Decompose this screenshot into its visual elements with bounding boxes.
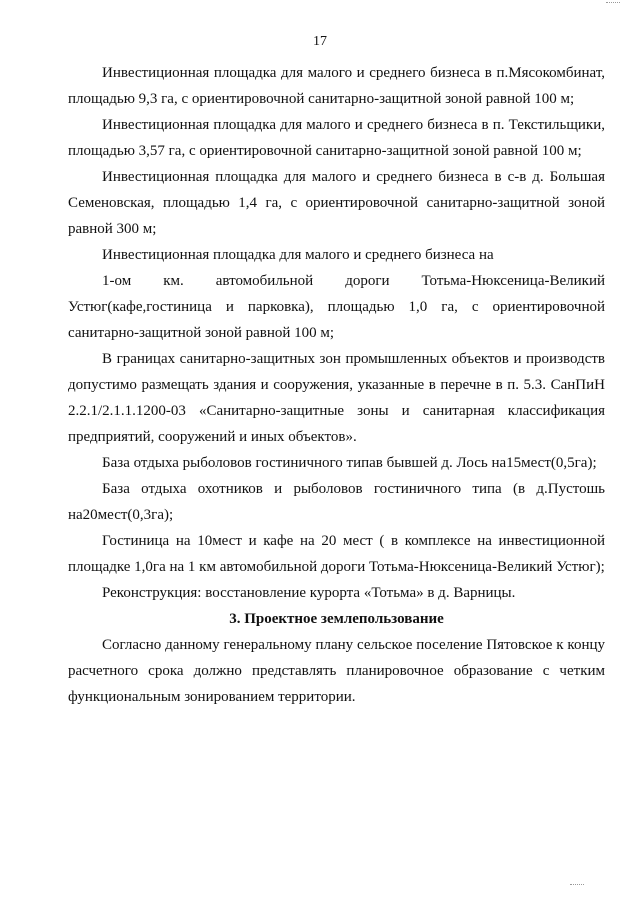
scan-mark bbox=[606, 2, 620, 7]
page-number: 17 bbox=[313, 34, 327, 49]
paragraph-site-tekstilshchiki: Инвестиционная площадка для малого и среднего бизнеса в п. Текстильщики, площадью 3,57 га, с ориентировочной санитарно-защитной зоной равной 100 м; bbox=[68, 117, 605, 159]
page-body bbox=[68, 60, 605, 710]
paragraph-resort-reconstruction: Реконструкция: восстановление курорта «Тотьма» в д. Варницы. bbox=[102, 585, 516, 601]
section-heading: 3. Проектное землепользование bbox=[229, 611, 444, 627]
paragraph-hotel-cafe: Гостиница на 10мест и кафе на 20 мест ( в комплексе на инвестиционной площадке 1,0га на 1 км автомобильной дороги Тотьма-Нюксеница-Великий Устюг); bbox=[68, 533, 605, 575]
paragraph-hunting-base: База отдыха охотников и рыболовов гостиничного типа (в д.Пустошь на20мест(0,3га); bbox=[68, 481, 605, 523]
paragraph-site-1km-road: 1-ом км. автомобильной дороги Тотьма-Нюксеница-Великий Устюг(кафе,гостиница и парковка), площадью 1,0 га, с ориентировочной санитарно-защитной зоной равной 100 м; bbox=[68, 273, 605, 341]
paragraph-fishing-base: База отдыха рыболовов гостиничного типав бывшей д. Лось на15мест(0,5га); bbox=[102, 455, 597, 471]
scan-mark-bottom bbox=[570, 884, 584, 889]
paragraph-sanitary-zones: В границах санитарно-защитных зон промышленных объектов и производств допустимо размещать здания и сооружения, указанные в перечне в п. 5.3. СанПиН 2.2.1/2.1.1.1200-03 «Санитарно-защитные зоны и санитарная классификация предприятий, сооружений и иных объектов». bbox=[68, 351, 605, 445]
paragraph-site-bolshaya-semenovskaya: Инвестиционная площадка для малого и среднего бизнеса в с-в д. Большая Семеновская, площадью 1,4 га, с ориентировочной санитарно-защитной зоной равной 300 м; bbox=[68, 169, 605, 237]
section-paragraph: Согласно данному генеральному плану сельское поселение Пятовское к концу расчетного срока должно представлять планировочное образование с четким функциональным зонированием территории. bbox=[68, 637, 605, 705]
paragraph-site-intro: Инвестиционная площадка для малого и среднего бизнеса на bbox=[102, 247, 494, 263]
paragraph-site-myasokombinat: Инвестиционная площадка для малого и среднего бизнеса в п.Мясокомбинат, площадью 9,3 га, с ориентировочной санитарно-защитной зоной равной 100 м; bbox=[68, 65, 605, 107]
